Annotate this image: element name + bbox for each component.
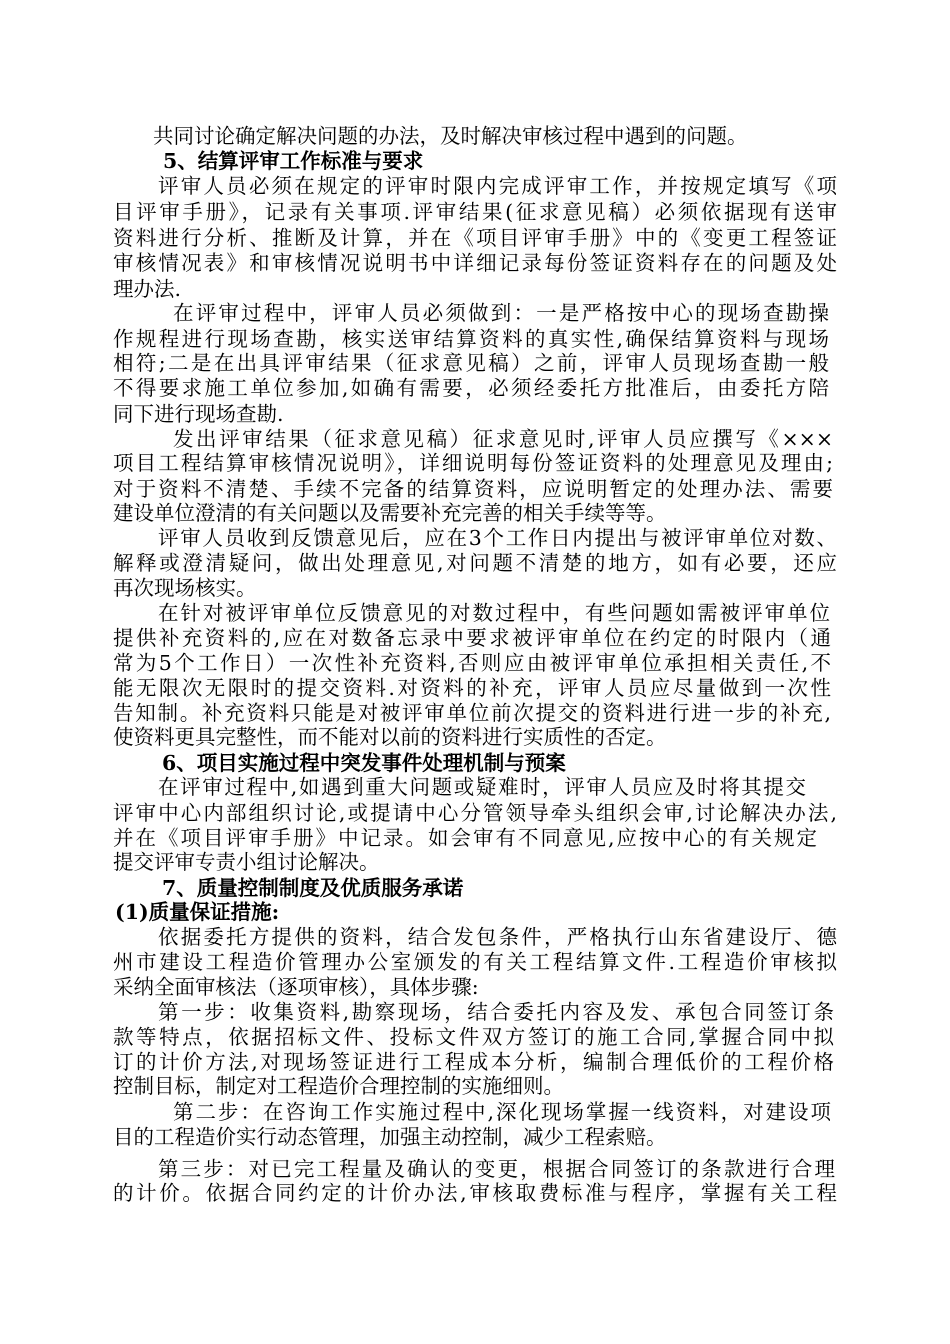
text-line: 在针对被评审单位反馈意见的对数过程中，有些问题如需被评审单位 xyxy=(158,601,830,625)
text-line: 理办法. xyxy=(113,277,182,301)
text-line: 评审人员必须在规定的评审时限内完成评审工作，并按规定填写《项 xyxy=(158,174,837,198)
text-line: 常为5个工作日）一次性补充资料,否则应由被评审单位承担相关责任,不 xyxy=(113,651,831,675)
text-line: 依据委托方提供的资料，结合发包条件，严格执行山东省建设厅、德 xyxy=(158,925,837,949)
text-line: 第三步：对已完工程量及确认的变更，根据合同签订的条款进行合理 xyxy=(158,1157,835,1181)
text-line: 评审中心内部组织讨论,或提请中心分管领导牵头组织会审,讨论解决办法, xyxy=(113,801,837,825)
text-line: 目评审手册》，记录有关事项.评审结果(征求意见稿）必须依据现有送审 xyxy=(113,200,837,224)
text-line: 订的计价方法,对现场签证进行工程成本分析，编制合理低价的工程价格 xyxy=(113,1050,834,1074)
text-line: 审核情况表》和审核情况说明书中详细记录每份签证资料存在的问题及处 xyxy=(113,251,837,275)
text-line: 作规程进行现场查勘，核实送审结算资料的真实性,确保结算资料与现场 xyxy=(113,327,829,351)
text-line: 不得要求施工单位参加,如确有需要，必须经委托方批准后，由委托方陪 xyxy=(113,376,829,400)
text-line: 的计价。依据合同约定的计价办法,审核取费标准与程序，掌握有关工程 xyxy=(113,1181,837,1205)
text-line: 告知制。补充资料只能是对被评审单位前次提交的资料进行进一步的补充, xyxy=(113,701,831,725)
text-line: 共同讨论确定解决问题的办法，及时解决审核过程中遇到的问题。 xyxy=(153,124,748,148)
text-line: 使资料更具完整性，而不能对以前的资料进行实质性的否定。 xyxy=(113,725,667,749)
text-line: 目的工程造价实行动态管理，加强主动控制，减少工程索赔。 xyxy=(113,1125,667,1149)
text-line: 能无限次无限时的提交资料.对资料的补充，评审人员应尽量做到一次性 xyxy=(113,676,831,700)
text-line: 州市建设工程造价管理办公室颁发的有关工程结算文件.工程造价审核拟 xyxy=(113,950,837,974)
text-line: 解释或澄清疑问，做出处理意见,对问题不清楚的地方，如有必要，还应 xyxy=(113,551,837,575)
section-heading-6: 6、项目实施过程中突发事件处理机制与预案 xyxy=(162,751,566,775)
text-line: 同下进行现场查勘. xyxy=(113,402,284,426)
text-line: 在评审过程中，评审人员必须做到：一是严格按中心的现场查勘操 xyxy=(173,301,829,325)
text-line: 评审人员收到反馈意见后，应在3个工作日内提出与被评审单位对数、 xyxy=(158,526,837,550)
text-line: 提供补充资料的,应在对数备忘录中要求被评审单位在约定的时限内（通 xyxy=(113,626,831,650)
section-heading-5: 5、结算评审工作标准与要求 xyxy=(163,149,424,173)
section-heading-7: 7、质量控制制度及优质服务承诺 xyxy=(162,876,464,900)
subsection-heading: (1)质量保证措施: xyxy=(115,900,280,924)
text-line: 控制目标，制定对工程造价合理控制的实施细则。 xyxy=(113,1074,564,1098)
text-line: 款等特点，依据招标文件、投标文件双方签订的施工合同,掌握合同中拟 xyxy=(113,1025,834,1049)
text-line: 资料进行分析、推断及计算，并在《项目评审手册》中的《变更工程签证 xyxy=(113,226,837,250)
text-line: 再次现场核实。 xyxy=(113,576,257,600)
text-line: 提交评审专责小组讨论解决。 xyxy=(113,850,380,874)
text-line: 对于资料不清楚、手续不完备的结算资料，应说明暂定的处理办法、需要 xyxy=(113,477,833,501)
text-line: 采纳全面审核法（逐项审核），具体步骤: xyxy=(113,975,479,999)
text-line: 第一步：收集资料,勘察现场，结合委托内容及发、承包合同签订条 xyxy=(158,1000,834,1024)
text-line: 相符;二是在出具评审结果（征求意见稿）之前，评审人员现场查勘一般 xyxy=(113,351,829,375)
text-line: 并在《项目评审手册》中记录。如会审有不同意见,应按中心的有关规定 xyxy=(113,826,817,850)
text-line: 发出评审结果（征求意见稿）征求意见时,评审人员应撰写《××× xyxy=(173,427,833,451)
text-line: 建设单位澄清的有关问题以及需要补充完善的相关手续等等。 xyxy=(113,501,667,525)
text-line: 项目工程结算审核情况说明》，详细说明每份签证资料的处理意见及理由; xyxy=(113,451,833,475)
text-line: 在评审过程中,如遇到重大问题或疑难时，评审人员应及时将其提交 xyxy=(158,775,806,799)
text-line: 第二步：在咨询工作实施过程中,深化现场掌握一线资料，对建设项 xyxy=(173,1100,831,1124)
